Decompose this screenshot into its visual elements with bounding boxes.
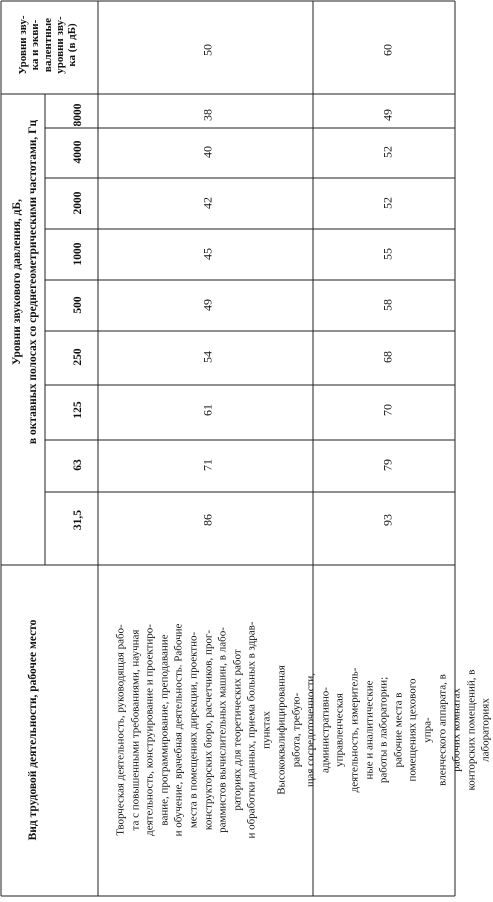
freq-label: 31,5 [72, 509, 84, 531]
activity-column-header: Вид трудовой деятельности, рабочее место [27, 619, 39, 841]
activity-cell: Высококвалифицированная работа, требую- щая сосредоточенности, административно- управленческая деятельность, измеритель- ные и аналитические работы в лаборатории; рабочие места в помещениях цехового упра- вленческого аппарата, в рабочих комнатах конторских помещений, в лабораториях [275, 665, 492, 795]
freq-label: 250 [72, 348, 84, 366]
level-value: 61 [200, 404, 215, 416]
level-value: 52 [380, 197, 395, 209]
freq-label: 4000 [72, 140, 84, 164]
freq-label: 500 [72, 296, 84, 314]
level-value: 58 [380, 299, 395, 311]
level-value: 79 [380, 459, 395, 471]
activity-cell: Творческая деятельность, руководящая рабо- та с повышенными требованиями, научная деятельность, конструирование и проектиро- вание, программирование, преподавание и обучение, врачебная деятельность. Рабочие места в помещениях дирекции, проектно- конструкторских бюро, расчетчиков, прог- раммистов вычислительных машин, в лабо- раториях для теоретических работ и обработки данных, приема больных в здрав- пунктах [114, 621, 273, 839]
level-value: 86 [200, 514, 215, 526]
level-value: 49 [200, 299, 215, 311]
equiv-level-header: Уровни зву- ка и экви- валентные уровни зву- ка (в дБ) [17, 15, 79, 75]
level-value: 52 [380, 146, 395, 158]
freq-label: 8000 [72, 103, 84, 127]
freq-label: 125 [72, 401, 84, 419]
level-value: 71 [200, 459, 215, 471]
level-value: 40 [200, 146, 215, 158]
freq-label: 63 [72, 459, 84, 471]
freq-label: 1000 [72, 242, 84, 266]
level-value: 55 [380, 248, 395, 260]
level-value: 49 [380, 109, 395, 121]
levels-header-line2: в октавных полосах со среднегеометрическими частотами, Гц [27, 119, 39, 445]
equiv-level-value: 50 [200, 44, 215, 56]
level-value: 45 [200, 248, 215, 260]
equiv-level-value: 60 [380, 44, 395, 56]
levels-header-line1: Уровни звукового давления, дБ, [11, 199, 23, 365]
level-value: 42 [200, 197, 215, 209]
level-value: 68 [380, 351, 395, 363]
level-value: 93 [380, 514, 395, 526]
freq-label: 2000 [72, 191, 84, 215]
level-value: 38 [200, 109, 215, 121]
level-value: 54 [200, 351, 215, 363]
level-value: 70 [380, 404, 395, 416]
